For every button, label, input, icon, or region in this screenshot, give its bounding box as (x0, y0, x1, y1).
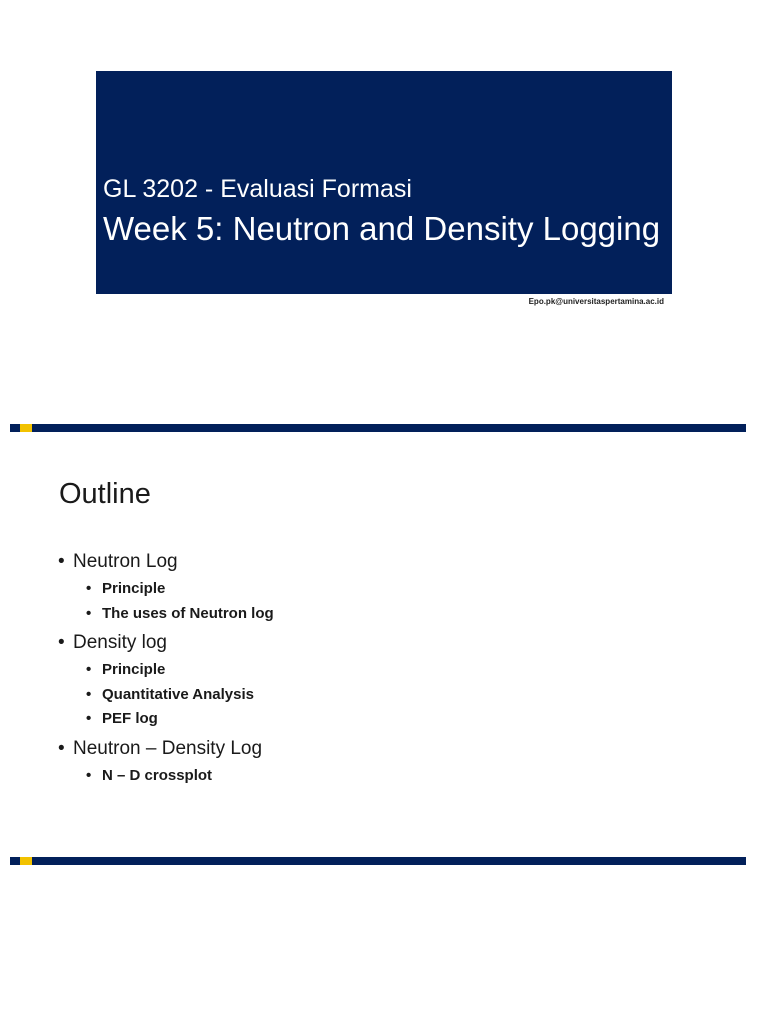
outline-item-label: Neutron Log (73, 551, 178, 572)
bullet-icon: • (86, 580, 92, 597)
slide-divider-top (10, 424, 746, 432)
outline-sublist (86, 577, 274, 626)
outline-item-neutron-log (58, 549, 274, 626)
bullet-icon: • (86, 710, 92, 727)
outline-subitem-label: PEF log (102, 710, 158, 727)
outline-list (58, 549, 274, 792)
outline-subitem-label: Principle (102, 661, 166, 678)
outline-subitem (86, 577, 274, 602)
slide-divider-bottom (10, 857, 746, 865)
bullet-icon: • (86, 604, 92, 622)
title-slide-banner (96, 71, 672, 294)
outline-subitem-label: N – D crossplot (102, 766, 213, 784)
outline-subitem-label: Quantitative Analysis (102, 685, 254, 703)
divider-accent (20, 857, 32, 865)
outline-heading: Outline (59, 478, 151, 510)
bullet-icon: • (58, 551, 65, 572)
outline-subitem (86, 658, 274, 683)
outline-subitem-label: Principle (102, 580, 166, 597)
bullet-icon: • (58, 632, 65, 653)
outline-subitem-label: The uses of Neutron log (102, 604, 274, 622)
lecture-title: Week 5: Neutron and Density Logging (103, 210, 661, 247)
bullet-icon: • (86, 685, 92, 703)
bullet-icon: • (58, 737, 65, 759)
bullet-icon: • (86, 766, 92, 784)
outline-item-density-log (58, 630, 274, 732)
outline-subitem (86, 764, 274, 789)
outline-subitem (86, 602, 274, 627)
outline-item-label: Neutron – Density Log (73, 737, 263, 759)
course-title: GL 3202 - Evaluasi Formasi (103, 175, 412, 203)
outline-sublist (86, 764, 274, 789)
outline-sublist (86, 658, 274, 732)
divider-accent (20, 424, 32, 432)
outline-item-neutron-density-log (58, 736, 274, 789)
outline-item-label: Density log (73, 632, 167, 653)
bullet-icon: • (86, 661, 92, 678)
author-email: Epo.pk@universitaspertamina.ac.id (528, 297, 664, 306)
outline-subitem (86, 683, 274, 708)
outline-subitem (86, 707, 274, 732)
